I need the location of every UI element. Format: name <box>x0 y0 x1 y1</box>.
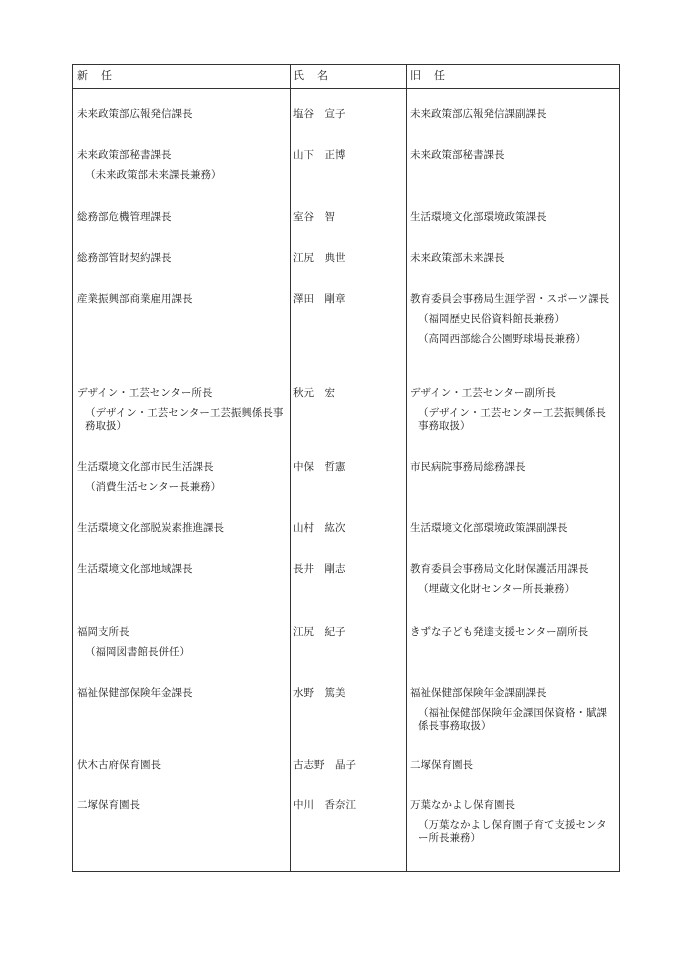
old-position: 二塚保育園長 <box>410 759 473 771</box>
new-position-cell <box>77 563 285 576</box>
old-position: デザイン・工芸センター副所長 <box>410 387 556 399</box>
old-position-cell <box>410 626 615 639</box>
new-position-note: （福岡図書館長併任） <box>85 646 190 658</box>
new-position: 二塚保育園長 <box>77 799 140 811</box>
new-position-note: （デザイン・工芸センター工芸振興係長事務取扱） <box>85 407 284 432</box>
person-name: 中川 香奈江 <box>293 799 356 811</box>
new-position: 伏木古府保育園長 <box>77 759 161 771</box>
old-position-cell <box>410 108 615 121</box>
old-position: 未来政策部広報発信課副課長 <box>410 108 547 120</box>
new-position: 総務部管財契約課長 <box>77 252 172 264</box>
old-position: 生活環境文化部環境政策課長 <box>410 211 547 223</box>
new-position: 生活環境文化部地域課長 <box>77 563 193 575</box>
old-position-cell <box>410 252 615 265</box>
new-position: 福岡支所長 <box>77 626 130 638</box>
new-position: デザイン・工芸センター所長 <box>77 387 213 399</box>
new-position-cell <box>77 149 285 182</box>
column-divider <box>406 65 407 871</box>
old-position: 未来政策部未来課長 <box>410 252 505 264</box>
old-position-cell <box>410 563 615 596</box>
person-name: 山村 紘次 <box>293 522 346 534</box>
header-name: 氏 名 <box>293 69 329 82</box>
new-position: 総務部危機管理課長 <box>77 211 172 223</box>
new-position-cell <box>77 626 285 659</box>
old-position-cell <box>410 522 615 535</box>
new-position-note: （未来政策部未来課長兼務） <box>85 169 222 181</box>
old-position-cell <box>410 759 615 772</box>
new-position-cell <box>77 108 285 121</box>
new-position-cell <box>77 522 285 535</box>
old-position: 福祉保健部保険年金課副課長 <box>410 687 547 699</box>
new-position-cell <box>77 293 285 306</box>
old-position-note: （埋蔵文化財センター所長兼務） <box>418 583 576 595</box>
old-position-note: （福岡歴史民俗資料館長兼務） <box>418 313 565 325</box>
old-position: 未来政策部秘書課長 <box>410 149 505 161</box>
new-position-cell <box>77 211 285 224</box>
header-new-position: 新 任 <box>77 69 113 82</box>
old-position: きずな子ども発達支援センター副所長 <box>410 626 589 638</box>
new-position: 未来政策部秘書課長 <box>77 149 172 161</box>
new-position-cell <box>77 461 285 494</box>
new-position: 未来政策部広報発信課長 <box>77 108 193 120</box>
person-name: 秋元 宏 <box>293 387 335 399</box>
person-name: 中保 哲憲 <box>293 461 346 473</box>
old-position: 万葉なかよし保育園長 <box>410 799 515 811</box>
old-position-cell <box>410 211 615 224</box>
old-position: 市民病院事務局総務課長 <box>410 461 526 473</box>
new-position-cell <box>77 687 285 700</box>
old-position: 教育委員会事務局文化財保護活用課長 <box>410 563 589 575</box>
old-position-cell <box>410 293 615 346</box>
personnel-table <box>72 64 620 872</box>
old-position-cell <box>410 687 615 733</box>
header-divider <box>73 88 619 89</box>
old-position-note: （デザイン・工芸センター工芸振興係長事務取扱） <box>418 407 606 432</box>
person-name: 塩谷 宣子 <box>293 108 346 120</box>
person-name: 水野 篤美 <box>293 687 346 699</box>
new-position-note: （消費生活センター長兼務） <box>85 481 222 493</box>
old-position-cell <box>410 149 615 162</box>
old-position-cell <box>410 461 615 474</box>
header-old-position: 旧 任 <box>410 69 446 82</box>
new-position-cell <box>77 799 285 812</box>
old-position-cell <box>410 799 615 845</box>
new-position: 福祉保健部保険年金課長 <box>77 687 193 699</box>
old-position-note: （福祉保健部保険年金課国保資格・賦課係長事務取扱） <box>418 707 607 732</box>
old-position: 教育委員会事務局生涯学習・スポーツ課長 <box>410 293 610 305</box>
new-position-cell <box>77 252 285 265</box>
new-position: 産業振興部商業雇用課長 <box>77 293 193 305</box>
person-name: 古志野 晶子 <box>293 759 356 771</box>
person-name: 江尻 紀子 <box>293 626 346 638</box>
person-name: 澤田 剛章 <box>293 293 346 305</box>
column-divider <box>290 65 291 871</box>
old-position: 生活環境文化部環境政策課副課長 <box>410 522 568 534</box>
person-name: 江尻 典世 <box>293 252 346 264</box>
new-position-cell <box>77 759 285 772</box>
person-name: 長井 剛志 <box>293 563 346 575</box>
old-position-cell <box>410 387 615 433</box>
person-name: 室谷 智 <box>293 211 335 223</box>
old-position-note: （高岡西部総合公園野球場長兼務） <box>418 333 586 345</box>
new-position: 生活環境文化部市民生活課長 <box>77 461 214 473</box>
new-position-cell <box>77 387 285 433</box>
person-name: 山下 正博 <box>293 149 346 161</box>
new-position: 生活環境文化部脱炭素推進課長 <box>77 522 224 534</box>
old-position-note: （万葉なかよし保育園子育て支援センター所長兼務） <box>418 819 607 844</box>
